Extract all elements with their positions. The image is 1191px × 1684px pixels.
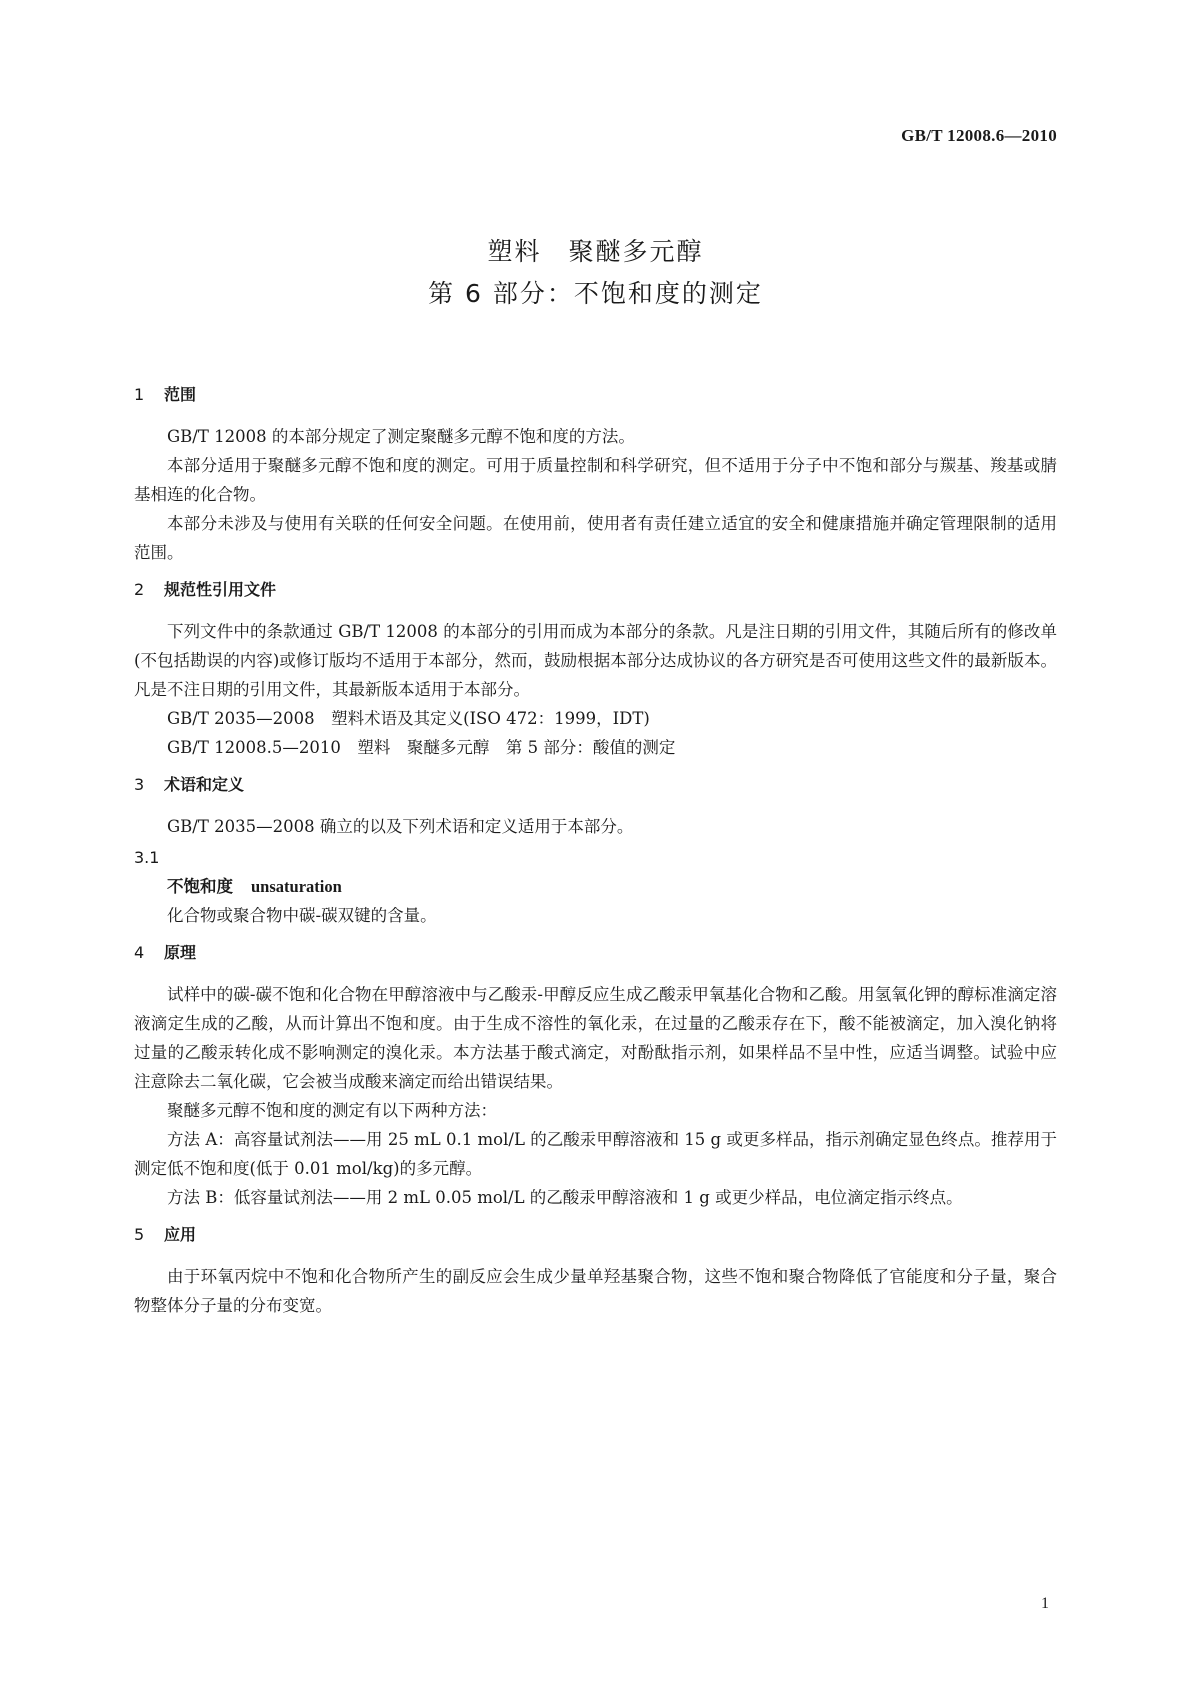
term-number: 3.1 [134,848,160,867]
document-body [134,372,1057,1320]
document-title-sub: 第 6 部分：不饱和度的测定 [428,279,763,308]
reference-item: GB/T 12008.5—2010 塑料 聚醚多元醇 第 5 部分：酸值的测定 [167,738,676,757]
paragraph: GB/T 2035—2008 确立的以及下列术语和定义适用于本部分。 [167,817,634,836]
standard-code: GB/T 12008.6—2010 [901,126,1057,145]
document-title-main: 塑料 聚醚多元醇 [487,237,704,266]
reference-item: GB/T 2035—2008 塑料术语及其定义(ISO 472：1999，IDT) [167,709,650,728]
paragraph: 本部分适用于聚醚多元醇不饱和度的测定。可用于质量控制和科学研究，但不适用于分子中不饱和部分与羰基、羧基或腈基相连的化合物。 [134,456,1057,504]
section-title: 应用 [164,1225,197,1244]
section-heading-application [134,1222,1057,1248]
term-heading [134,872,1057,901]
section-heading-terms-definitions [134,772,1057,798]
section-heading-principle [134,940,1057,966]
paragraph: 下列文件中的条款通过 GB/T 12008 的本部分的引用而成为本部分的条款。凡是注日期的引用文件，其随后所有的修改单(不包括勘误的内容)或修订版均不适用于本部分，然而，鼓励根据本部分达成协议的各方研究是否可使用这些文件的最新版本。凡是不注日期的引用文件，其最新版本适用于本部分。 [134,622,1057,699]
section-title: 原理 [164,943,197,962]
section-number: 3 [134,775,145,794]
paragraph: 试样中的碳-碳不饱和化合物在甲醇溶液中与乙酸汞-甲醇反应生成乙酸汞甲氧基化合物和乙酸。用氢氧化钾的醇标准滴定溶液滴定生成的乙酸，从而计算出不饱和度。由于生成不溶性的氧化汞，在过量的乙酸汞存在下，酸不能被滴定，加入溴化钠将过量的乙酸汞转化成不影响测定的溴化汞。本方法基于酸式滴定，对酚酞指示剂，如果样品不呈中性，应适当调整。试验中应注意除去二氧化碳，它会被当成酸来滴定而给出错误结果。 [134,985,1057,1091]
term-name-zh: 不饱和度 [167,877,233,896]
section-title: 规范性引用文件 [164,580,277,599]
section-heading-scope [134,382,1057,408]
page-number: 1 [1041,1595,1049,1612]
section-number: 4 [134,943,145,962]
section-heading-normative-references [134,577,1057,603]
section-title: 范围 [164,385,197,404]
section-title: 术语和定义 [164,775,245,794]
term-name-en: unsaturation [251,877,342,896]
section-number: 2 [134,580,145,599]
paragraph: 由于环氧丙烷中不饱和化合物所产生的副反应会生成少量单羟基聚合物，这些不饱和聚合物降低了官能度和分子量，聚合物整体分子量的分布变宽。 [134,1267,1057,1315]
paragraph: 本部分未涉及与使用有关联的任何安全问题。在使用前，使用者有责任建立适宜的安全和健康措施并确定管理限制的适用范围。 [134,514,1057,562]
section-number: 1 [134,385,145,404]
paragraph: 聚醚多元醇不饱和度的测定有以下两种方法： [167,1101,497,1120]
section-number: 5 [134,1225,145,1244]
term-definition: 化合物或聚合物中碳-碳双键的含量。 [167,906,437,925]
paragraph: 方法 B：低容量试剂法——用 2 mL 0.05 mol/L 的乙酸汞甲醇溶液和 1 g 或更少样品，电位滴定指示终点。 [167,1188,963,1207]
paragraph: GB/T 12008 的本部分规定了测定聚醚多元醇不饱和度的方法。 [167,427,635,446]
paragraph: 方法 A：高容量试剂法——用 25 mL 0.1 mol/L 的乙酸汞甲醇溶液和 15 g 或更多样品，指示剂确定显色终点。推荐用于测定低不饱和度(低于 0.01 mol/kg)的多元醇。 [134,1130,1057,1178]
